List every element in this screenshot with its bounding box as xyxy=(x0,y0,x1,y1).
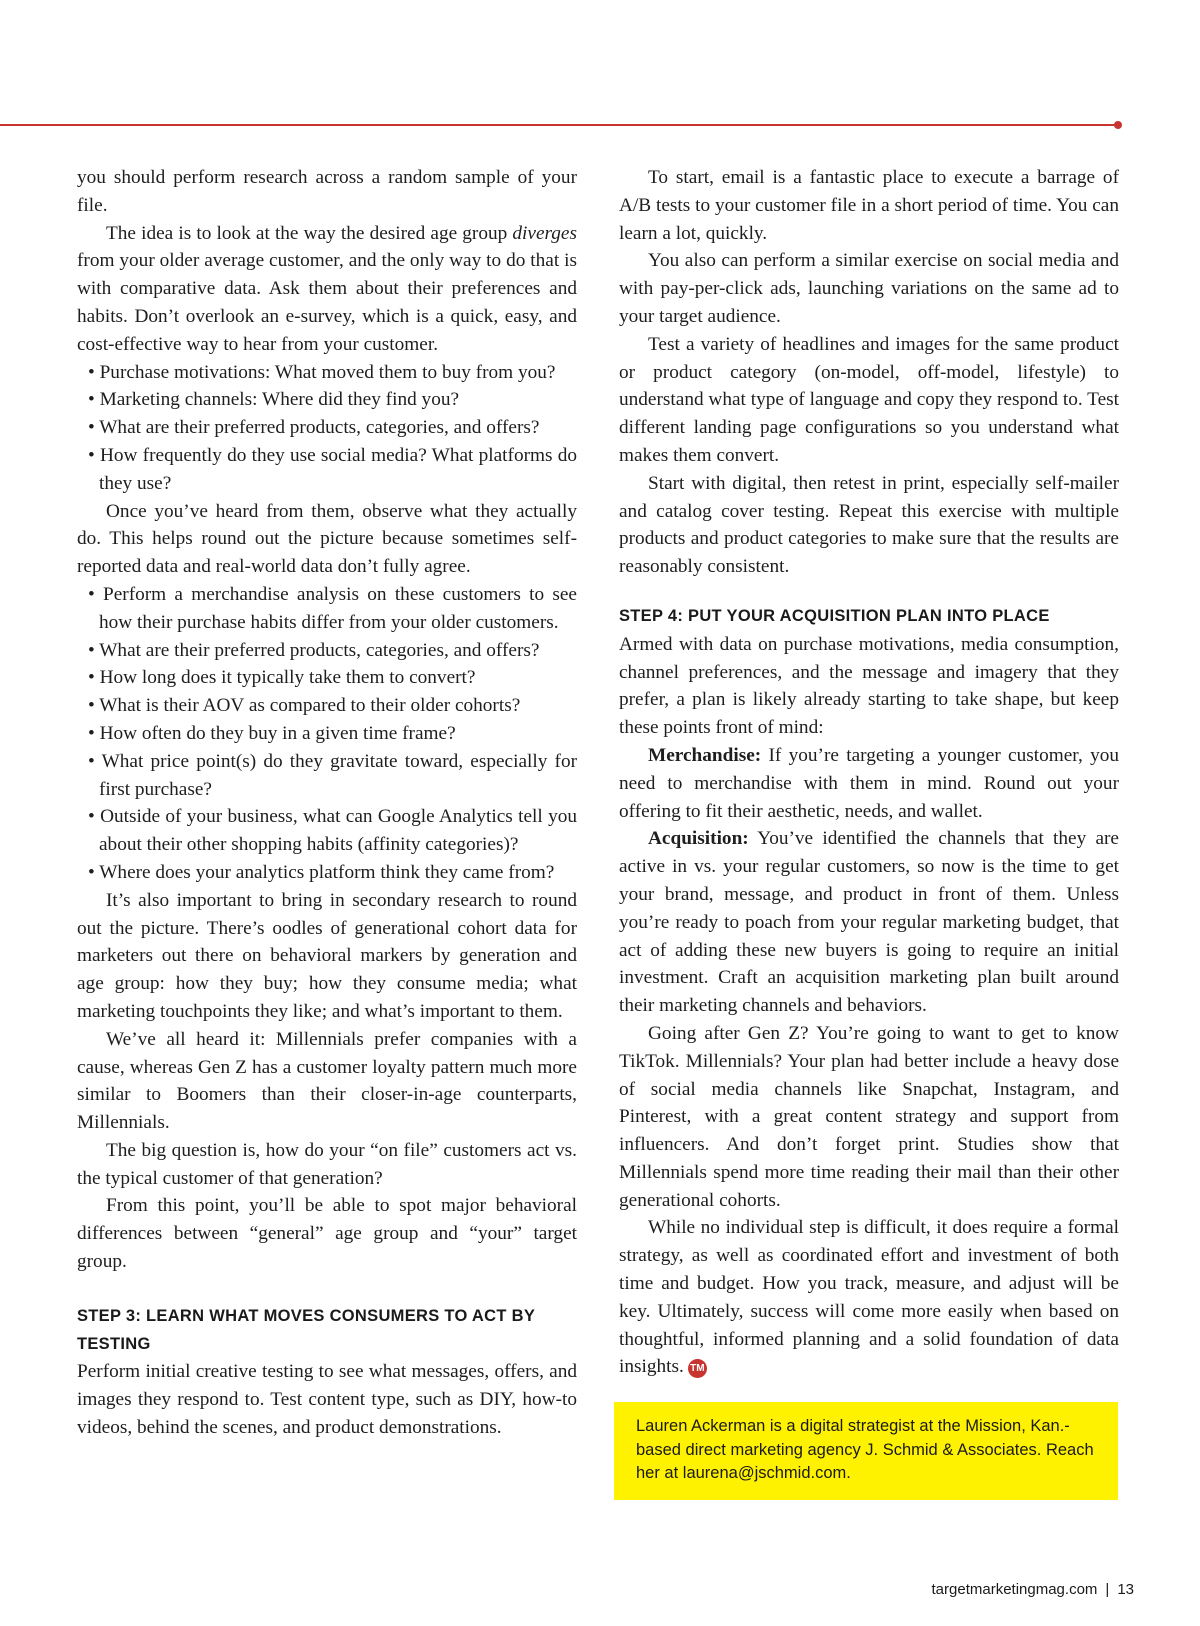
italic-term: diverges xyxy=(512,222,577,244)
body-paragraph: It’s also important to bring in secondary research to round out the picture. There’s oodles of generational cohort data for marketers out there on behavioral markers by generation and age group: how they buy; how they consume media; what marketing touchpoints they like; and what’s important to them. xyxy=(77,889,577,1022)
list-item: • What are their preferred products, categories, and offers? xyxy=(88,414,577,442)
header-rule-dot xyxy=(1114,121,1122,129)
list-item: • How long does it typically take them to convert? xyxy=(88,664,577,692)
author-bio-box xyxy=(614,1402,1118,1500)
body-paragraph: We’ve all heard it: Millennials prefer companies with a cause, whereas Gen Z has a customer loyalty pattern much more similar to Boomers than their closer-in-age counterparts, Millennials. xyxy=(77,1028,577,1134)
list-item: • Where does your analytics platform think they came from? xyxy=(88,859,577,887)
body-paragraph: The big question is, how do your “on file” customers act vs. the typical customer of that generation? xyxy=(77,1139,577,1189)
body-paragraph: From this point, you’ll be able to spot major behavioral differences between “general” age group and “your” target group. xyxy=(77,1195,577,1273)
body-paragraph: Perform initial creative testing to see what messages, offers, and images they respond to. Test content type, such as DIY, how-to videos, behind the scenes, and product demonstrations. xyxy=(77,1361,577,1439)
text-run: You’ve identified the channels that they are active in vs. your regular customers, so now is the time to get your brand, message, and product in front of them. Unless you’re ready to poach from your regular marketing budget, that act of adding these new buyers is going to require an initial investment. Craft an acquisition marketing plan built around their marketing channels and behaviors. xyxy=(619,828,1119,1017)
footer-site: targetmarketingmag.com xyxy=(931,1581,1098,1598)
body-paragraph: you should perform research across a random sample of your file. xyxy=(77,167,577,216)
list-item: • How frequently do they use social media? What platforms do they use? xyxy=(88,442,577,498)
survey-questions-list xyxy=(77,359,577,498)
body-paragraph: Test a variety of headlines and images for the same product or product category (on-model, off-model, lifestyle) to understand what type of language and copy they respond to. Test different landing page configurations so you understand what makes them convert. xyxy=(619,333,1120,466)
text-run: from your older average customer, and the only way to do that is with comparative data. Ask them about their preferences and habits. Don’t overlook an e-survey, which is a quick, easy, and cost-effective way to hear from your customer. xyxy=(77,250,577,355)
text-run: If you’re targeting a younger customer, you need to merchandise with them in mind. Round out your offering to fit their aesthetic, needs, and wallet. xyxy=(619,744,1119,822)
page-number: 13 xyxy=(1117,1581,1134,1598)
body-paragraph: Armed with data on purchase motivations, media consumption, channel preferences, and the message and imagery that they prefer, a plan is likely already starting to take shape, but keep these points front of mind: xyxy=(619,633,1119,739)
list-item: • Purchase motivations: What moved them to buy from you? xyxy=(88,359,577,387)
merchandise-paragraph xyxy=(619,742,1119,825)
footer-separator: | xyxy=(1105,1581,1110,1598)
section-heading-step3: STEP 3: LEARN WHAT MOVES CONSUMERS TO ACT BY TESTING xyxy=(77,1306,535,1353)
list-item: • Outside of your business, what can Google Analytics tell you about their other shopping habits (affinity categories)? xyxy=(88,803,577,859)
list-item: • Perform a merchandise analysis on these customers to see how their purchase habits differ from your older customers. xyxy=(88,581,577,637)
acquisition-paragraph xyxy=(619,825,1119,1020)
author-bio-text: Lauren Ackerman is a digital strategist at the Mission, Kan.-based direct marketing agency J. Schmid & Associates. Reach her at laurena@jschmid.com. xyxy=(636,1417,1094,1482)
text-run: The idea is to look at the way the desired age group xyxy=(106,222,513,244)
list-item: • What is their AOV as compared to their older cohorts? xyxy=(88,692,577,720)
body-paragraph: Start with digital, then retest in print, especially self-mailer and catalog cover testing. Repeat this exercise with multiple products and product categories to make sure that the results are reasonably consistent. xyxy=(619,472,1119,578)
body-paragraph xyxy=(77,220,577,359)
analysis-list xyxy=(77,581,577,887)
right-column xyxy=(619,164,1119,1381)
left-column xyxy=(77,164,577,1442)
body-paragraph: To start, email is a fantastic place to execute a barrage of A/B tests to your customer file in a short period of time. You can learn a lot, quickly. xyxy=(619,167,1119,244)
body-paragraph: Once you’ve heard from them, observe what they actually do. This helps round out the picture because sometimes self-reported data and real-world data don’t fully agree. xyxy=(77,500,577,578)
lead-in-label: Merchandise: xyxy=(648,744,762,766)
list-item: • Marketing channels: Where did they find you? xyxy=(88,386,577,414)
section-heading-step4: STEP 4: PUT YOUR ACQUISITION PLAN INTO PLACE xyxy=(619,606,1050,625)
list-item: • What are their preferred products, categories, and offers? xyxy=(88,637,577,665)
header-rule xyxy=(0,124,1118,126)
closing-paragraph xyxy=(619,1214,1119,1381)
list-item: • What price point(s) do they gravitate toward, especially for first purchase? xyxy=(88,748,577,804)
page-footer xyxy=(932,1581,1135,1598)
list-item: • How often do they buy in a given time frame? xyxy=(88,720,577,748)
body-paragraph: Going after Gen Z? You’re going to want to get to know TikTok. Millennials? Your plan had better include a heavy dose of social media channels like Snapchat, Instagram, and Pinterest, with a great content strategy and support from influencers. And don’t forget print. Studies show that Millennials spend more time reading their mail than their other generational cohorts. xyxy=(619,1022,1119,1211)
end-mark-icon: TM xyxy=(688,1359,707,1378)
text-run: While no individual step is difficult, it does require a formal strategy, as well as coordinated effort and investment of both time and budget. How you track, measure, and adjust will be key. Ultimately, success will come more easily when based on thoughtful, informed planning and a solid foundation of data insights. xyxy=(619,1217,1119,1378)
body-paragraph: You also can perform a similar exercise on social media and with pay-per-click ads, launching variations on the same ad to your target audience. xyxy=(619,250,1119,327)
lead-in-label: Acquisition: xyxy=(648,828,749,850)
